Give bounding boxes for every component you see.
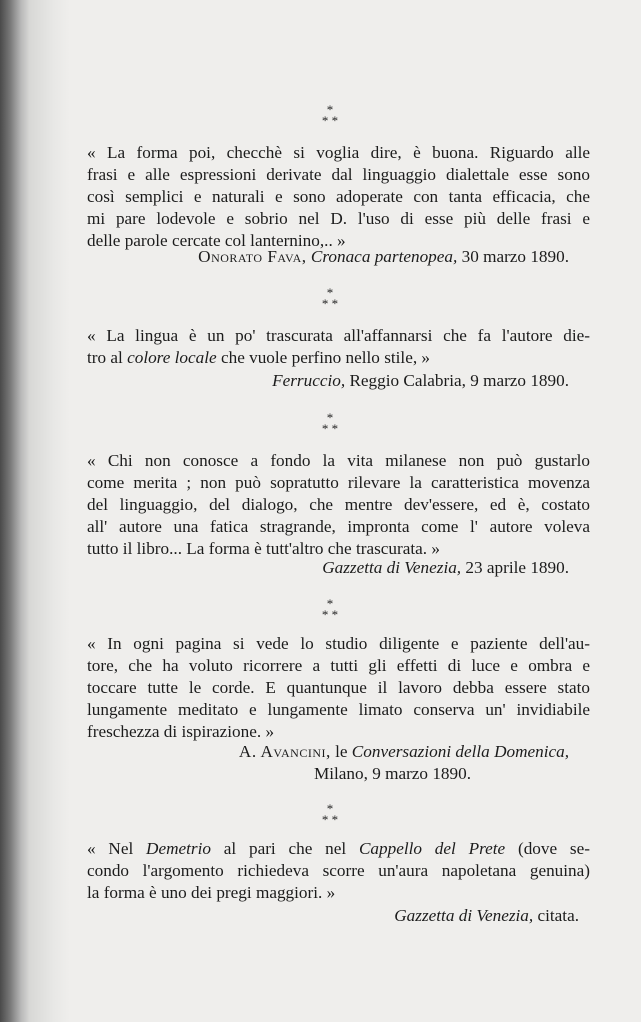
- page-gutter: [30, 0, 70, 1022]
- quote-source-date: [314, 763, 471, 785]
- quote-source: [394, 905, 579, 927]
- quote-line: mi pare lodevole e sobrio nel D. l'uso di esse più delle frasi e: [87, 209, 590, 228]
- quote-line: tro al colore locale che vuole perfino nello stile, »: [87, 348, 431, 367]
- quote-line: come merita ; non può sopratutto rilevare la caratteristica movenza: [87, 473, 590, 492]
- quote-line: « La lingua è un po' trascurata all'affannarsi che fa l'autore die-: [87, 326, 590, 345]
- quote-line: « In ogni pagina si vede lo studio diligente e paziente dell'au-: [87, 634, 590, 653]
- quote-line: all' autore una fatica stragrande, impronta come l' autore voleva: [87, 517, 590, 536]
- quote-source: A. Avancini, le Conversazioni della Domenica,: [238, 742, 569, 761]
- quote-block: [87, 325, 590, 369]
- source-author: Onorato Fava,: [198, 247, 307, 266]
- asterism-separator: * * *: [321, 102, 339, 128]
- quote-line: delle parole cercate col lanternino,.. »: [87, 231, 346, 250]
- source-date: Milano, 9 marzo 1890.: [313, 764, 471, 783]
- quote-line: del linguaggio, del dialogo, che mentre dev'essere, ed è, costato: [87, 495, 590, 514]
- source-title: Cronaca partenopea,: [310, 247, 458, 266]
- quote-block: [87, 142, 590, 252]
- quote-line: la forma è uno dei pregi maggiori. »: [87, 883, 336, 902]
- quote-line: toccare tutte le corde. E quantunque il lavoro debba essere stato: [87, 678, 590, 697]
- asterism-separator: * * *: [321, 801, 339, 827]
- quote-line: tutto il libro... La forma è tutt'altro che trascurata. »: [87, 539, 440, 558]
- source-author: A. Avancini,: [238, 742, 331, 761]
- quote-line: « Chi non conosce a fondo la vita milanese non può gustarlo: [87, 451, 590, 470]
- asterism-separator: * * *: [321, 410, 339, 436]
- quote-line: « La forma poi, checchè si voglia dire, è buona. Riguardo alle: [87, 143, 590, 162]
- quote-line: condo l'argomento richiedeva scorre un'aura napoletana genuina): [87, 861, 590, 880]
- quote-line: frasi e alle espressioni derivate dal linguaggio dialettale esse sono: [87, 165, 590, 184]
- asterism-separator: * * *: [321, 285, 339, 311]
- quote-block: [87, 838, 590, 904]
- source-title: Gazzetta di Venezia,: [322, 558, 462, 577]
- source-title: Gazzetta di Venezia,: [394, 906, 534, 925]
- quote-block: [87, 633, 590, 743]
- quote-block: [87, 450, 590, 560]
- quote-line: « Nel Demetrio al pari che nel Cappello del Prete (dove se-: [87, 839, 590, 858]
- source-date: 30 marzo 1890.: [461, 247, 569, 266]
- quote-source: [322, 557, 569, 579]
- book-spine-shadow: [0, 0, 30, 1022]
- quote-line: tore, che ha voluto ricorrere a tutti gli effetti di luce e ombra e: [87, 656, 590, 675]
- source-title: Ferruccio,: [272, 371, 346, 390]
- quote-source: [198, 246, 569, 268]
- quote-source: [272, 370, 569, 392]
- source-date: 23 aprile 1890.: [465, 558, 569, 577]
- source-date: citata.: [537, 906, 579, 925]
- source-title: Conversazioni della Domenica,: [351, 742, 569, 761]
- quote-line: freschezza di ispirazione. »: [87, 722, 275, 741]
- asterism-separator: * * *: [321, 596, 339, 622]
- source-date: Reggio Calabria, 9 marzo 1890.: [349, 371, 569, 390]
- quote-line: così semplici e naturali e sono adoperate con tanta efficacia, che: [87, 187, 590, 206]
- quote-line: lungamente meditato e lungamente limato conserva un' invidiabile: [87, 700, 590, 719]
